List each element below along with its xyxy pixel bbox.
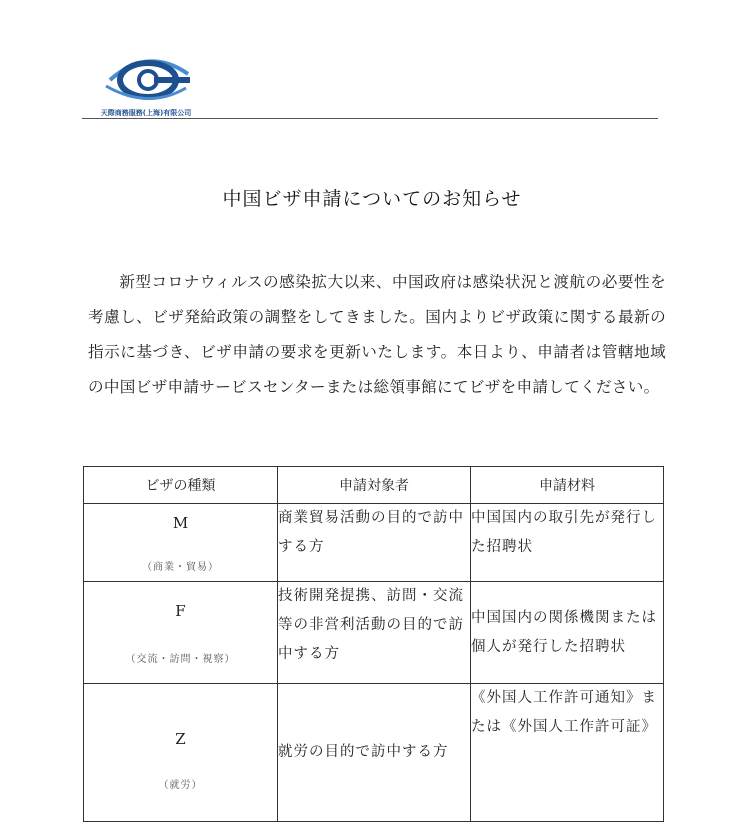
visa-category: （就労） (158, 780, 203, 791)
visa-type-cell (84, 504, 278, 582)
visa-code: F (175, 602, 186, 620)
applicant-cell: 商業貿易活動の目的で訪中する方 (278, 504, 471, 582)
company-name: 天際商務服務(上海)有限公司 (100, 109, 192, 117)
visa-code: M (172, 514, 189, 532)
visa-type-cell (84, 684, 278, 822)
visa-category: （商業・貿易） (142, 562, 219, 573)
visa-table (83, 466, 664, 822)
header-visa-type: ビザの種類 (84, 467, 278, 504)
header-divider (82, 118, 658, 119)
page-title: 中国ビザ申請についてのお知らせ (222, 188, 522, 210)
materials-cell: 中国国内の関係機関または個人が発行した招聘状 (471, 582, 664, 684)
table-row (84, 504, 664, 582)
notice-body: 新型コロナウィルスの感染拡大以来、中国政府は感染状況と渡航の必要性を考慮し、ビザ発給政策の調整をしてきました。国内よりビザ政策に関する最新の指示に基づき、ビザ申請の要求を更新いたします。本日より、申請者は管轄地域の中国ビザ申請サービスセンターまたは総領事館にてビザを申請してください。 (88, 273, 666, 396)
visa-code: Z (175, 730, 186, 748)
company-logo-icon (102, 52, 194, 106)
header-applicant: 申請対象者 (278, 467, 471, 504)
applicant-cell: 技術開発提携、訪問・交流等の非営利活動の目的で訪中する方 (278, 582, 471, 684)
table-row (84, 684, 664, 822)
applicant-cell: 就労の目的で訪中する方 (278, 684, 471, 822)
header-materials: 申請材料 (471, 467, 664, 504)
materials-cell: 中国国内の取引先が発行した招聘状 (471, 504, 664, 582)
visa-type-cell (84, 582, 278, 684)
visa-category: （交流・訪問・視察） (125, 654, 236, 665)
materials-cell: 《外国人工作許可通知》または《外国人工作許可証》 (471, 684, 664, 822)
table-header-row (84, 467, 664, 504)
company-logo (76, 52, 216, 118)
table-row (84, 582, 664, 684)
